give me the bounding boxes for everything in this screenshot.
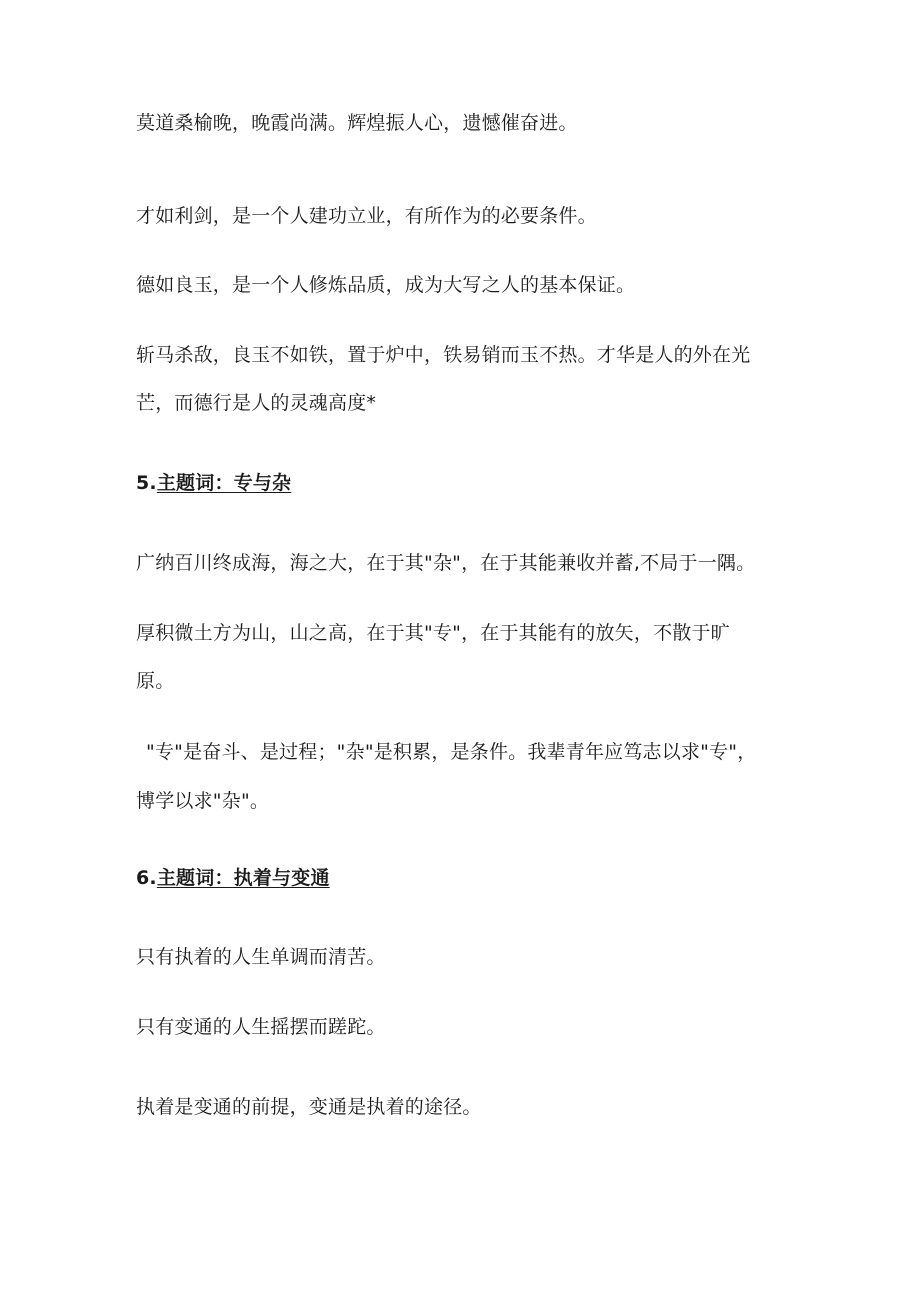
paragraph-sunset: 莫道桑榆晚，晚霞尚满。辉煌振人心，遗憾催奋进。 <box>136 112 578 134</box>
paragraph-mountain-line1: 厚积微土方为山，山之高，在于其"专"，在于其能有的放矢，不散于旷 <box>136 622 730 644</box>
paragraph-persistence: 只有执着的人生单调而清苦。 <box>136 946 386 968</box>
paragraph-flexibility: 只有变通的人生摇摆而蹉跎。 <box>136 1016 386 1038</box>
heading-title: 主题词：执着与变通 <box>156 867 330 889</box>
heading-number: 5. <box>136 472 157 494</box>
paragraph-specialize-line1: "专"是奋斗、是过程；"杂"是积累，是条件。我辈青年应笃志以求"专"， <box>146 741 757 763</box>
paragraph-specialize-line2: 博学以求"杂"。 <box>136 790 270 812</box>
paragraph-conclusion: 执着是变通的前提，变通是执着的途径。 <box>136 1096 482 1118</box>
paragraph-sea: 广纳百川终成海，海之大，在于其"杂"，在于其能兼收并蓄,不局于一隅。 <box>136 552 756 574</box>
paragraph-talent-sword: 才如利剑，是一个人建功立业，有所作为的必要条件。 <box>136 205 597 227</box>
paragraph-iron-jade-line1: 斩马杀敌，良玉不如铁，置于炉中，铁易销而玉不热。才华是人的外在光 <box>136 344 751 366</box>
heading-title: 主题词：专与杂 <box>156 472 292 494</box>
paragraph-mountain-line2: 原。 <box>136 670 175 692</box>
paragraph-virtue-jade: 德如良玉，是一个人修炼品质，成为大写之人的基本保证。 <box>136 274 636 296</box>
section-heading-5 <box>136 470 291 496</box>
paragraph-iron-jade-line2: 芒，而德行是人的灵魂高度* <box>136 392 377 414</box>
heading-number: 6. <box>136 867 157 889</box>
section-heading-6 <box>136 865 330 891</box>
